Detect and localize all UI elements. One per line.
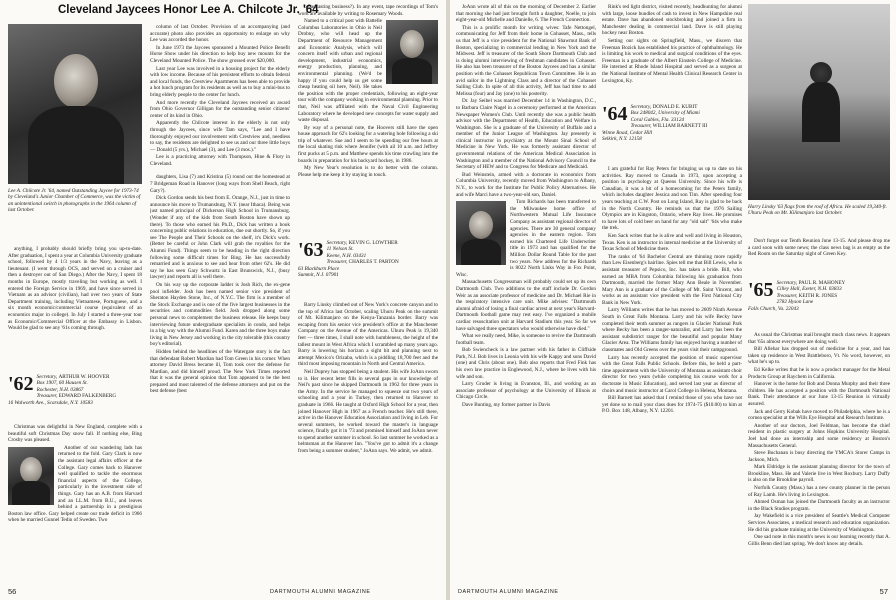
paragraph: Bill Allehar has dropped out of medicine for a year, and has taken up residence in West Brattleboro, Vt. No word, however, on what he's up to. <box>748 346 890 366</box>
class-62-heading <box>8 374 142 420</box>
secretary-label: Secretary, <box>326 240 348 246</box>
portrait-face <box>54 54 98 108</box>
class-64-heading <box>602 104 742 162</box>
column-2 <box>150 24 290 584</box>
treasurer-address-2: Selkirk, N.Y. 12158 <box>602 136 642 143</box>
page-number: 57 <box>879 587 888 596</box>
paragraph: This is a prolific month for writing wives: Tafe Nettongel, communicating for Jeff from their home in Cohasset, Mass., tells us that Jeff is a vice president for the National Shawmut Bank of Boston, specializing in commercial lending in New York and the Midwest. Jeff is treasurer of the South Shore Dartmouth Club and is doing alumni interviewing of freshman candidates in Cohasset. He also has been treasurer of the Boston Jaycees and has a similar position with the Cohasset Republican Town Committee. He is an avid sailor in the Lightning Class and a director of the Cohasset Sailing Club. In spite of all this activity, Jeff has had time to add Melissa (four) and Jay (one) to his posterity. <box>456 24 596 97</box>
column-1-class-62 <box>8 424 142 584</box>
portrait-suit <box>392 58 432 84</box>
running-footer: DARTMOUTH ALUMNI MAGAZINE <box>458 589 559 595</box>
paragraph: Jay Wakefield is a vice president of Seattle's Medical Computer Services Associates, a medical research and education organization. He did his graduate training at the University of Washington. <box>748 513 890 533</box>
paragraph: By way of a personal note, the Hoovers still have the open house approach for 62's looking for a watering hole following a ski trip of whatever. Sue and I seem to be spending our free hours at the local skating rink where Jennifer (with ail 10 a.m. and Jeffrey first pucks at 5 p.m. and Matthew spends his time crawling into the boards in preparation for his backyard hockey, in 1986. <box>298 124 438 164</box>
paragraph: column of last October. Provision of an accompanying (and accurate) photo also provides an opportunity to enlarge on why Lee was accorded the honor. <box>150 24 290 44</box>
treasurer-label: Treasurer, <box>776 292 798 299</box>
paragraph: Mark Eldridge is the assistant planning director for the town of Brookline, Mass. He and Valerie live in West Roxbury. Larry Duffy is also on the Brookline payroll. <box>748 464 890 484</box>
climber-figure <box>810 62 832 84</box>
secretary-label: Secretary, <box>36 374 58 380</box>
kilimanjaro-photo <box>748 4 890 200</box>
class-year: '64 <box>602 103 628 125</box>
column-3-top <box>298 4 438 236</box>
column-3-class-65 <box>748 332 890 584</box>
paragraph: What we really need, Mike, is someone to revive the Dartmouth football team. <box>456 333 596 346</box>
paragraph: Another of our wandering lads has returned to the fold. Gary Clark is now the assistant legal affairs officer at the College. Gary comes back to Hanover well qualified to tackle the enormous financial aspects of the College, particularly in the investment side of things. Gary has an A.B. from Harvard and an LL.M. from B.U., and leaves behind a partnership in a prestigious Boston law office. Gary helped create our trade deficit in 1966 when he married Gunnel Tedin of Sweden. Two <box>8 444 142 524</box>
treasurer-label: Treasurer, <box>326 259 348 266</box>
chilcote-caption: Lee A. Chilcote Jr. '64, named Outstanding Jaycee for 1973-74 by Cleveland's Junior Chamber of Commerce, was the victim of an unintentional switch in photographs in the 1964 column of last October. <box>8 188 141 214</box>
page-headline: Cleveland Jaycees Honor Lee A. Chilcote Jr. '64 <box>58 4 319 16</box>
paragraph: Larry Williams writes that he has moved to 2609 Ninth Avenue South in Great Falls Montana. Larry and his wife Becky have completed their tenth summer as rangers in Glacier National Park where Becky has been a ranger-naturalist, and Larry has been the assistant subdistrict ranger for the beautiful and popular Many Glacier Area. The Williams family has enjoyed having a number of classmates and Old Greens over the years visit their campground. <box>602 307 742 354</box>
paragraph: Lee is a practicing attorney with Thompson, Hine & Flory in Cleveland. <box>150 154 290 167</box>
secretary-address: Box 248042, University of Miami <box>630 110 700 117</box>
climber-body <box>802 82 840 142</box>
paragraph: One sad note in this month's news is our learning recently that A. Gillis Benn died last spring. We don't know any details. <box>748 534 890 547</box>
paragraph: Apparently the Chilcote interest in the elderly is not only through the Jaycees, since wife Tam says, "Lee and I have thoroughly enjoyed our involvement with Crestview and, needless to say, the residents are delighted to see us and our three little boys — Donald (5 yrs.), Michael (3), and Lee (3 mos.)." <box>150 120 290 153</box>
column-3-top <box>748 238 890 278</box>
paragraph: Dick Gordon sends his best from E. Orange, N.J., just in time to announce his move to Trumansburg, N.Y. (near Ithaca). Being was just named principal of Dickerson High School in Trumansburg. (Wonder if any of the kids from South Boston have shown up there). To those who earned his Ph.D., Dick has written a book concerning public relations in education, due out shortly. So, if you see The People and Their Schools on the shelf, it's Dick's work. (Better be careful or John Clark will grab the royalties for the Alumni Fund). Things seem to be heading in the right direction following some difficult times for Bing. He has successfully remarried and is anxious to see and hear from other 62's. He did say he has seen Gary Schwartz in East Brunswick, N.J., (busy lawyer) and reports all is well there. <box>150 195 290 281</box>
treasurer-address: 63 Blackburn Place <box>298 265 340 272</box>
column-2-class-64 <box>602 166 742 584</box>
paragraph: Bob Swiencheck is a law partner with his father in Cliffside Park, N.J. Bob lives in Leonia with his wife Kappy and sons David (one) and Chris (about one). Bob also reports that Fred Fink has his own law practice in Englewood, N.J., where he lives with his wife and son. <box>456 347 596 380</box>
paragraph: Named to a critical post with Battelle Columbus Laboratories in Ohio is Neil Drobny, who will head up the Department of Resource Management and Economic Analysis, which will concern itself with urban and regional development, industrial economics, energy production, planning, and environmental planning. (We'd be happy if you could help us get some cheap heating oil here, Neil). He takes the position with the proper credentials, following an eight-year tour with the company working in environmental planning. Prior to that, Neil was affiliated with the Naval Civil Engineering Laboratory where he developed new concepts for water supply and waste disposal. <box>298 18 438 124</box>
paragraph: Christmas was delightful in New England, complete with a beautiful soft Christmas Day snow fall. If nothing else, Bing Crosby was pleased. <box>8 424 142 444</box>
kilimanjaro-caption: Harry Linsky '63 flags from the roof of Africa. He scaled 19,340-ft. Uhuru Peak on Mt. Kilimanjaro last October. <box>748 204 887 217</box>
chilcote-photo <box>8 24 142 184</box>
paragraph: daughters, Lisa (7) and Kristina (5) round out the homestead at 7 Bridgeman Road in Hanover (long ways from Shell Beach, right Gary?). <box>150 174 290 194</box>
left-page <box>0 0 446 600</box>
paragraph: Bud Weinstein, armed with a doctorate in economics from Columbia University, recently moved from Washington to Albany, N.Y., to work for the Institute for Public Policy Alternatives. He and wife Marci have a two-year-old son, Daniel. <box>456 171 596 198</box>
paragraph: Larry Gruder is living in Evanston, Ill., and working as an associate professor of psychology at the University of Illinois at Chicago Circle. <box>456 381 596 401</box>
portrait-suit <box>28 106 124 184</box>
paragraph: anything, I probably should briefly bring you up-to-date. After graduation, I spent a year at Columbia University graduate school, followed by 4 1/3 years in the Navy, leaving as a lieutenant. (I went through OCS, and served on a cruiser and then a destroyer out of San Diego.) After the Navy, I spent 18 months in Europe, mostly traveling but working as well. I entered the Foreign Service in 1969, and have since served in Vietnam as an advisor (civilian), had over two years of State Department training, including Vietnamese, Portuguese, and a six month economic/commercial course (equivalent of an economics major in college). In July I started a three-year tour as Economic/Commercial Officer at the Embassy in Lisbon. Would be glad to see any '61s coming through. <box>8 246 142 332</box>
column-3-class-63 <box>298 302 438 584</box>
treasurer-address-2: Summit, N.J. 07901 <box>298 272 339 279</box>
portrait-suit <box>461 239 501 265</box>
paragraph: Bill Barnett has asked that I remind those of you who have not yet done so to mail your class dues for 1974-75 ($10.00) to him at P.O. Box 148, Albany, N.Y. 12201. <box>602 395 742 415</box>
paragraph: Norfolk County (Mass.) has a new county planner in the person of Ray Lamb. He's living in Lexington. <box>748 485 890 498</box>
paragraph: In June 1973 the Jaycees sponsored a Mounted Police Benefit Horse Show under his direction to help buy new mounts for the Cleveland Mounted Police. The show grossed over $20,000. <box>150 44 290 64</box>
secretary-address-2: Rochester, N.H. 03867 <box>36 386 84 393</box>
paragraph: Dave Bunting, my former partner in Davis <box>462 402 551 409</box>
running-footer: DARTMOUTH ALUMNI MAGAZINE <box>270 589 371 595</box>
paragraph: I am grateful for Ray Peters for bringing us up to date on his activities. Ray moved to Canada in 1973, upon accepting a position in psychology at Queens University. Since his wife is Canadian, it was a bit of a homecoming for the Peters family, which includes daughter Jessica and son Tim. After spending four years teaching at C.W. Post on Long Island, Ray is glad to be back in the North Country. He reminds us that the 1976 Sailing Olympics are in Kingston, Ontario, where Ray lives. He promises to have lots of cold beer on hand for any "old salt" '64s who make the trek. <box>602 166 742 232</box>
paragraph: The ranks of '64 Bachelor Central are thinning more rapidly than Lew Eisenberg's hairline. Spies tell me that Bill Lewis, who is assistant treasurer of Pepsico, Inc. has taken a bride. Bill, who earned an MBA from Columbia following his graduation from Dartmouth, married the former Mary Ann Beale in November. Mary Ann is a graduate of the College of Mt. Saint Vincent, and works as an assistant vice president with the First National City Bank in New York. <box>602 253 742 306</box>
gary-clark-photo <box>8 447 54 505</box>
secretary-address: Cilley Hall, Exeter, N.H. 03833 <box>776 286 842 293</box>
secretary-label: Secretary, <box>630 104 652 110</box>
paragraph: Rink's red light district, visited recently, headhunting for alumni with large, loose bundles of cash to invest in New Hampshire real estate. Dave has abandoned stockbroking and joined a firm in Manchester dealing in commercial land. Dave is still playing hockey near Boston. <box>602 4 742 37</box>
paragraph: Setting our sights on Springfield, Mass., we discern that Freeman Bozick has established his practice of ophthalmology. He is limiting his work to medical and surgical conditions of the eyes. Freeman is a graduate of the Albert Einstein College of Medicine. He interned at Rhode Island Hospital and served as a surgeon at the National Institute of Mental Health Clinical Research Center in Lexington, Ky. <box>602 37 742 84</box>
paragraph: As usual the Christmas mail brought much class news. It appears that '65s almost everywhere are doing well. <box>748 332 890 345</box>
paragraph: Dr. Jay Seibel was married December 14 in Washington, D.C., to Barbara Claire Nagel in a ceremony performed at the American Newspaper Women's Club. Until recently she was a public health advisor with the Department of Health, Education and Welfare in Washington. She is a graduate of the University of Buffalo and a member of the Junior League of Washington. Jay presently is clinical instructor in psychiatry at the Mount Sinai School of Medicine in New York. He was formerly assistant director of governmental relations of the American Medical Association in Washington and a member of the National Advisory Council to the Secretary of HEW and to Congress for Medicare and Medicaid. <box>456 98 596 171</box>
class-63-heading <box>298 240 438 298</box>
page-number: 56 <box>8 587 17 596</box>
paragraph: Barry Linsky climbed out of New York's concrete canyon and to the top of Africa last October, scaling Uhuru Peak on the summit of Mt. Kilimanjaro on the Kenya-Tanzania border. Barry was escaping from his senior vice president's office at the Manchester Company on the Avenue of the Americas. Uhuru Peak is 19,340 feet — three times, I shall note with humbleness, the height of the tallest mount in West Africa which I scrambled up many years ago. Barry is lowering his horizon a sight bit and planning next to attempt Mexico's Orizaba, which is a piddling 18,700 feet and the third most imposing mountain in North and Central America. <box>298 302 438 368</box>
paragraph: Hidden behind the headlines of the Watergate story is the fact that defendant Robert Mardian had Tom Green in his corner. When attorney David Bress became ill, Tom took over the defense for Mardian, and did himself proud. The New York Times reported that it was the general opinion that Tom appeared to be the best prepared and most talented of the defense attorneys and put on the best defense (best <box>150 348 290 395</box>
paragraph: Don't forget our Tenth Reunion June 13-15. And please drop me a card soon with some news; the class news bag is as empty as the Red Room on the Saturday night of Green Key. <box>748 238 890 258</box>
paragraph: On his way up the corporate ladder is Josh Rich, the ex-gene pool infielder. Josh has been named senior vice president of Sheraton Hayden Stone, Inc., of N.Y.C. The firm is a member of the Stock Exchange and is one of the five largest businesses in the securities and commodities field. Josh dropped along some personal news to complement the business release. He keeps busy interviewing future undergraduate specialists in condo, and helps in a big way with the Alumni Fund. Karen and the three boys make living in New Jersey and working in the city tolerable (this country boy's editorial). <box>150 281 290 348</box>
treasurer-address: Winne Road, Cedar Hill <box>602 129 653 136</box>
secretary-address: 11 Nelson St. <box>326 246 354 253</box>
paragraph: My New Year's resolution is to do better with the column. Please help me keep it by staying in touch. <box>298 165 438 178</box>
paragraph: Ed Kelke writes that he is now a product manager for the Metal Products Group at Raychem in California. <box>748 366 890 380</box>
portrait-face <box>20 457 42 483</box>
portrait-suit <box>12 481 50 505</box>
secretary-name: DONALD E. KUBIT <box>652 104 698 110</box>
paragraph: Tom Richards has been transferred to the Milwaukee home office of Northwestern Mutual Life Insurance Company as assistant regional director of agencies. There are 30 general company agencies in the eastern region. Tom earned his Chartered Life Underwriter title in 1973 and has qualified for the Million Dollar Round Table for the past two years. New address for the Richards is 8022 North Links Way in Fox Point, Wisc. <box>456 199 596 278</box>
secretary-address-2: Keene, N.H. 03431 <box>326 252 367 259</box>
paragraph: And more recently the Cleveland Jaycees received an award from Ohio Governor Gilligan for the outstanding senior citizens' center of its kind in Ohio. <box>150 99 290 119</box>
secretary-address: Box 1907, 60 Hausen St. <box>36 380 88 387</box>
treasurer-name: KEITH R. JONES <box>798 292 838 299</box>
class-65-heading <box>748 280 890 330</box>
paragraph: Steve Buchanan is busy directing the YMCA's Storer Camps in Jackson, Mich. <box>748 450 890 463</box>
secretary-label: Secretary, <box>776 280 798 286</box>
treasurer-address: 2782 Hyson Lane <box>776 299 814 306</box>
class-year: '65 <box>748 279 774 301</box>
neil-drobny-photo <box>386 20 438 84</box>
treasurer-label: Treasurer, <box>630 123 652 130</box>
portrait-face <box>400 30 424 58</box>
paragraph: Another of our doctors, Joel Feldman, has become the chief resident in plastic surgery at Johns Hopkins University Hospital. Joel had done an internship and some residency at Boston's Massachusetts General. <box>748 422 890 449</box>
paragraph: Ahmed Osman has joined the Dartmouth faculty as an instructor in the Black Studies program. <box>748 499 890 512</box>
secretary-name: KEVIN G. LOWTHER <box>348 240 398 246</box>
paragraph: Neil Duprey has stopped being a student. His wife JoAnn sworn to it. Her recent letter fills in several gaps in our knowledge of Neil's past since he skipped Dartmouth in 1962 for three years in the Army. In the service he managed to squeeze out two years of schooling and a year in Turkey, then returned to Hanover to graduate in 1966. He taught at Oxford High School for a year, then joined Hanover High in 1967 as a French teacher. He's still there, active in the Hanover Education Association and living in Leb. For several summers, he worked toward the master's in language science, finally got it in '73 and promised himself and JoAnn never to spend another summer in school. So last summer he worked as a helmsman at the Hanover Inn. "You've got to admit it's a change from being a summer student," JoAnn says. We admit, we admit. <box>298 368 438 455</box>
right-page <box>450 0 896 600</box>
treasurer-address-2: Falls Church, Va. 22043 <box>748 305 799 312</box>
secretary-name: PAUL R. MAHONEY <box>798 280 846 286</box>
treasurer-name: EDWARD FALKENBERG <box>58 393 117 400</box>
treasurer-label: Treasurer, <box>36 393 58 400</box>
treasurer-name: CHARLES T. PARTON <box>348 259 399 266</box>
class-year: '63 <box>298 239 324 261</box>
paragraph: broadcasting business?). In any event, tape recordings of Tom's work are available by writing to Rosemary Woods. <box>298 4 438 17</box>
paragraph: JoAnn wrote all of this on the morning of December 2. Earlier that morning she had just brought forth a daughter, Noelle, to join eight-year-old Michelle and Danielle, 6. The French Connection. <box>456 4 596 24</box>
secretary-address-2: Coral Gables, Fla. 33124 <box>630 116 685 123</box>
treasurer-address: 16 Walworth Ave., Scarsdale, N.Y. 10583 <box>8 399 93 406</box>
paragraph: Jack and Gerry Kobak have moved to Philadelphia, where he is a cornea specialist at the Wills Eye Hospital and Research Institute. <box>748 408 890 422</box>
column-1-bottom <box>8 246 142 370</box>
paragraph: Last year Lee was involved in a housing project for the elderly with low income. Because of his persistent efforts to obtain federal and local funds, the Crestview Apartments has been able to provide a hot lunch program for its residents as well as to buy a mini-bus to bring elderly people to the center for lunch. <box>150 65 290 98</box>
class-year: '62 <box>8 373 34 395</box>
treasurer-name: WILLIAM BARNETT III <box>652 123 708 130</box>
paragraph: Hanover is the home for Bob and Donna Murphy and their three children. He has accepted a position with the Dartmouth National Bank. Their attendance at our June 13-15 Reunion is virtually assured. <box>748 381 890 407</box>
paragraph: Ken Sack writes that he is alive and well and living in Houston, Texas. Ken is an instructor in internal medicine at the University of Texas School of Medicine there. <box>602 232 742 253</box>
secretary-name: ARTHUR W. HOOVER <box>58 374 110 380</box>
paragraph: Larry has recently accepted the position of music supervisor with the Great Falls Public Schools. Before this, he held a part-time appointment with the University of Montana as assistant choir director for two years (while completing his course work for a doctorate in Music Education), and served last year as director of choirs and music instructor at Carol College in Helena, Montana. <box>602 354 742 394</box>
column-2-top <box>602 4 742 100</box>
paragraph: Massachusetts Congressman will probably could set up its own Dartmouth Club. Two additions to the staff include Dr. Gordon Weir as an associate professor of medicine and Dr. Michael Rie in the respiratory intensive care unit. Mike advises: "Dartmouth alumni afraid of losing a final cardiac arrest at next year's Harvard-Dartmouth football game may rest easy. I've organized a mobile cardiac resuscitation unit at Harvard Stadium this year. So far we have salvaged three spectators who would otherwise have died." <box>456 279 596 332</box>
portrait-face <box>469 211 493 239</box>
tom-richards-photo <box>456 201 506 265</box>
column-1 <box>456 4 596 584</box>
